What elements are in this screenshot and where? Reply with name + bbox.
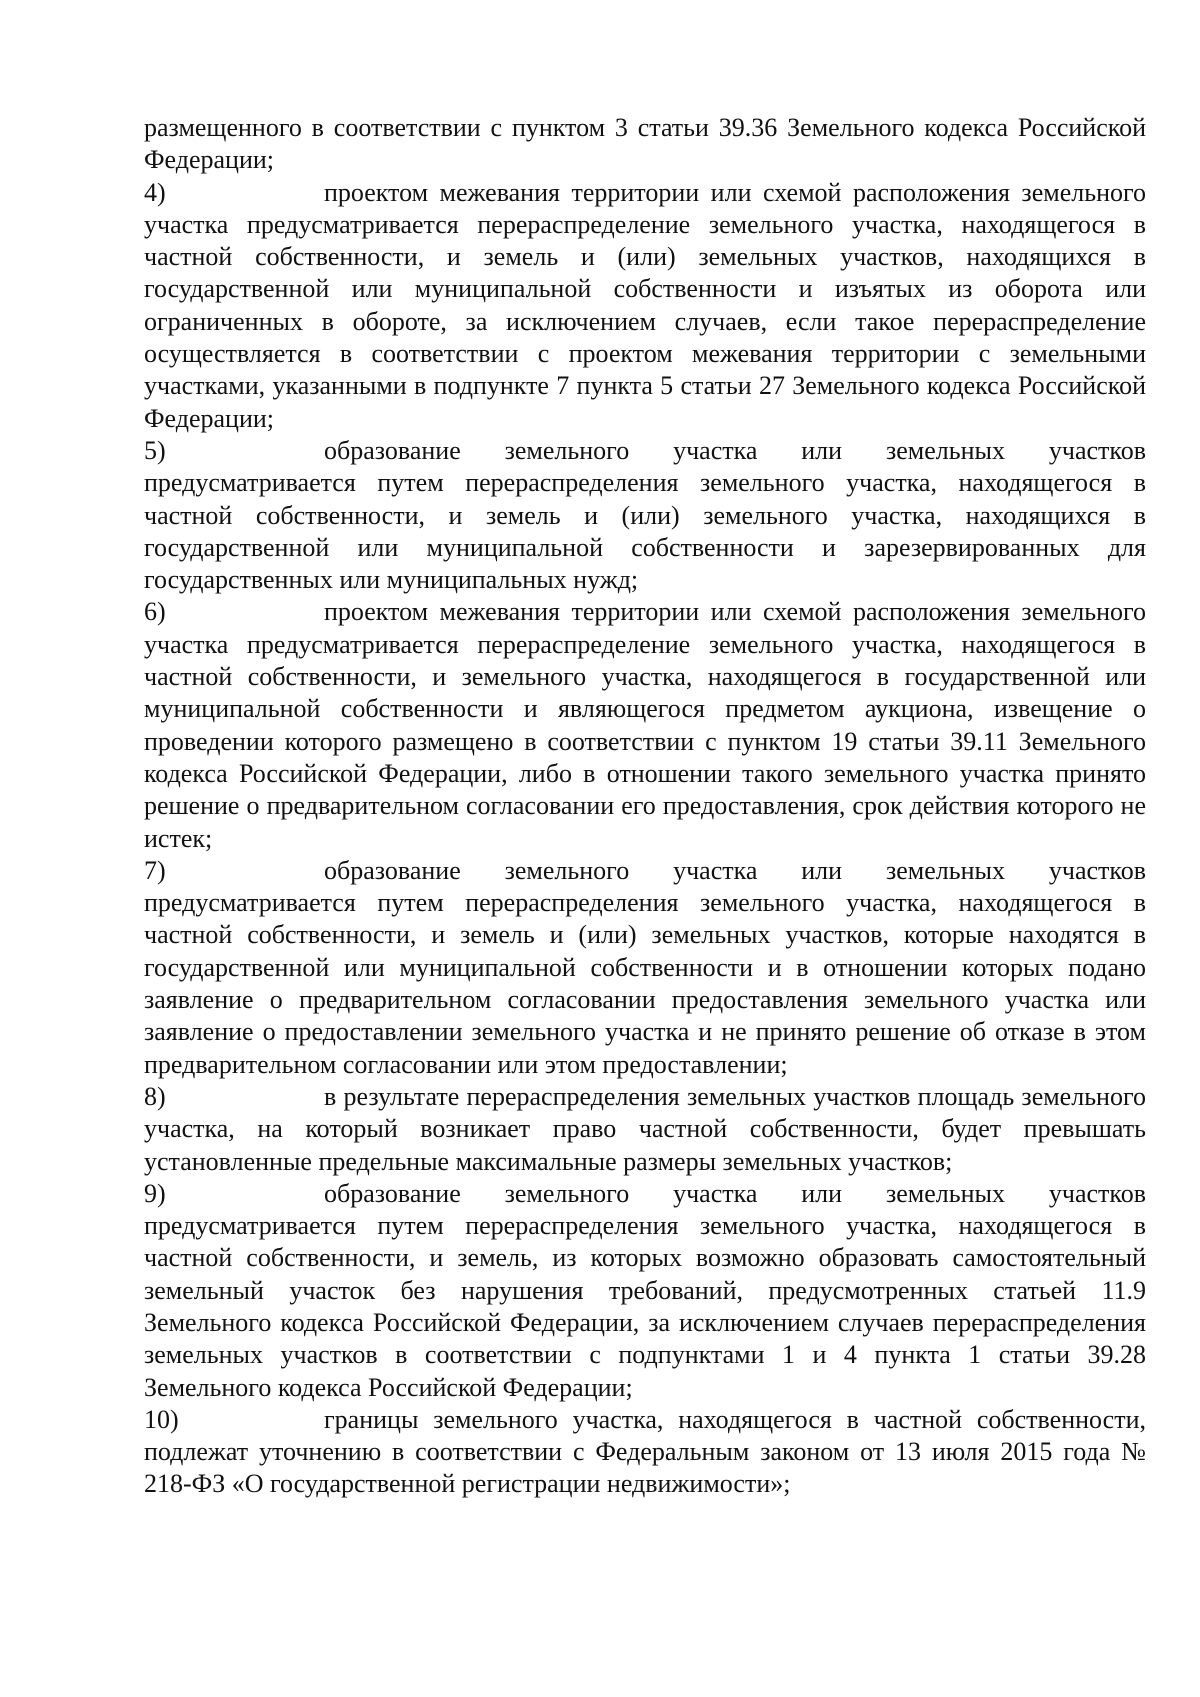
list-item-7 <box>144 855 1146 1081</box>
item-text: образование земельного участка или земельных участков предусматривается путем перераспределения земельного участка, находящегося в частной собственности, и земель и (или) земельного участка, находящихся в государственной или муниципальной собственности и зарезервированных для государственных или муниципальных нужд; <box>144 435 1146 595</box>
item-text: образование земельного участка или земельных участков предусматривается путем перераспределения земельного участка, находящегося в частной собственности, и земель, из которых возможно образовать самостоятельный земельный участок без нарушения требований, предусмотренных статьей 11.9 Земельного кодекса Российской Федерации, за исключением случаев перераспределения земельных участков в соответствии с подпунктами 1 и 4 пункта 1 статьи 39.28 Земельного кодекса Российской Федерации; <box>144 1178 1146 1402</box>
item-number: 7) <box>144 855 166 885</box>
list-item-10 <box>144 1404 1146 1501</box>
item-number: 6) <box>144 597 166 627</box>
item-number: 9) <box>144 1178 166 1208</box>
item-text: проектом межевания территории или схемой расположения земельного участка предусматривается перераспределение земельного участка, находящегося в частной собственности, и земельного участка, находящегося в государственной или муниципальной собственности и являющегося предметом аукциона, извещение о проведении которого размещено в соответствии с пунктом 19 статьи 39.11 Земельного кодекса Российской Федерации, либо в отношении такого земельного участка принято решение о предварительном согласовании его предоставления, срок действия которого не истек; <box>144 597 1146 853</box>
list-item-4 <box>144 177 1146 435</box>
item-number: 4) <box>144 177 166 207</box>
lead-paragraph: размещенного в соответствии с пунктом 3 статьи 39.36 Земельного кодекса Российской Федерации; <box>144 113 1146 175</box>
item-text: проектом межевания территории или схемой расположения земельного участка предусматривается перераспределение земельного участка, находящегося в частной собственности, и земель и (или) земельных участков, находящихся в государственной или муниципальной собственности и изъятых из оборота или ограниченных в обороте, за исключением случаев, если такое перераспределение осуществляется в соответствии с проектом межевания территории с земельными участками, указанными в подпункте 7 пункта 5 статьи 27 Земельного кодекса Российской Федерации; <box>144 177 1146 433</box>
list-item-8 <box>144 1081 1146 1178</box>
item-number: 5) <box>144 435 166 465</box>
item-text: границы земельного участка, находящегося в частной собственности, подлежат уточнению в соответствии с Федеральным законом от 13 июля 2015 года № 218-ФЗ «О государственной регистрации недвижимости»; <box>144 1404 1146 1499</box>
list-item-9 <box>144 1178 1146 1404</box>
item-number: 8) <box>144 1081 166 1111</box>
item-text: образование земельного участка или земельных участков предусматривается путем перераспределения земельного участка, находящегося в частной собственности, и земель и (или) земельных участков, которые находятся в государственной или муниципальной собственности и в отношении которых подано заявление о предварительном согласовании предоставления земельного участка или заявление о предоставлении земельного участка и не принято решение об отказе в этом предварительном согласовании или этом предоставлении; <box>144 855 1146 1079</box>
list-item-6 <box>144 596 1146 854</box>
list-item-5 <box>144 435 1146 596</box>
item-number: 10) <box>144 1404 179 1434</box>
item-text: в результате перераспределения земельных участков площадь земельного участка, на который возникает право частной собственности, будет превышать установленные предельные максимальные размеры земельных участков; <box>144 1081 1146 1176</box>
document-page <box>144 112 1146 1501</box>
